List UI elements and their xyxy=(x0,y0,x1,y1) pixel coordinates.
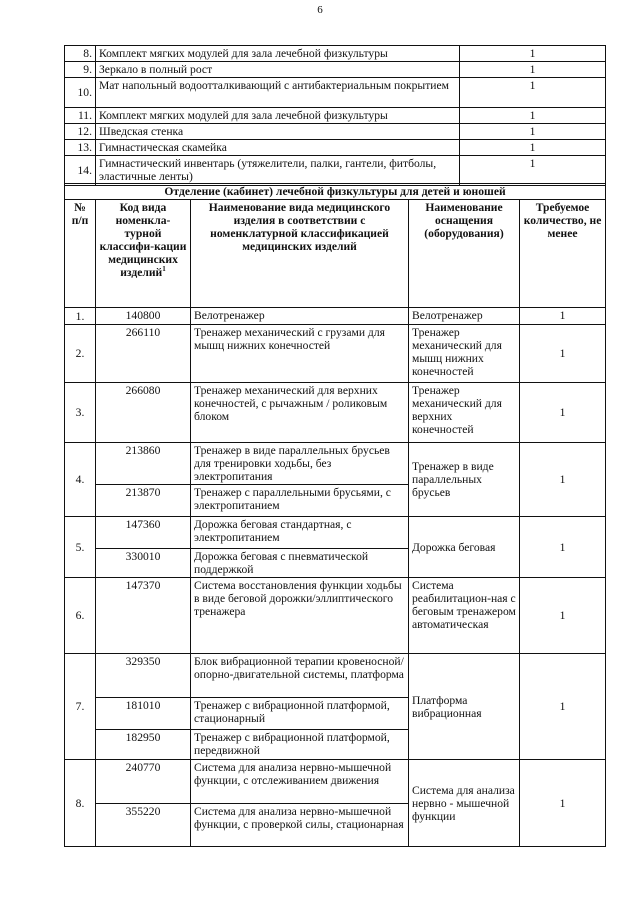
table-row xyxy=(65,578,606,654)
required-quantity: 1 xyxy=(460,108,606,124)
classification-code: 355220 xyxy=(96,804,191,847)
device-name: Тренажер с вибрационной платформой, передвижной xyxy=(191,730,409,760)
row-number: 2. xyxy=(65,325,96,383)
equipment-name: Система для анализа нервно - мышечной функции xyxy=(409,760,520,847)
required-quantity: 1 xyxy=(520,654,606,760)
equipment-name: Тренажер механический для мышц нижних конечностей xyxy=(409,325,520,383)
table-row xyxy=(65,62,606,78)
equipment-table-continued xyxy=(64,45,606,186)
device-name: Тренажер механический с грузами для мышц нижних конечностей xyxy=(191,325,409,383)
header-device: Наименование вида медицинского изделия в соответствии с номенклатурной классификацией медицинских изделий xyxy=(191,200,409,308)
row-number: 7. xyxy=(65,654,96,760)
row-number: 3. xyxy=(65,383,96,443)
table-row xyxy=(65,308,606,325)
table-row xyxy=(65,517,606,549)
header-code-text: Код вида номенкла-турной классифи-кации медицинских изделий xyxy=(99,201,187,279)
required-quantity: 1 xyxy=(520,517,606,578)
classification-code: 181010 xyxy=(96,698,191,730)
required-quantity: 1 xyxy=(460,78,606,108)
equipment-name: Платформа вибрационная xyxy=(409,654,520,760)
row-number: 9. xyxy=(65,62,96,78)
row-number: 13. xyxy=(65,140,96,156)
table-row xyxy=(65,78,606,108)
classification-code: 266080 xyxy=(96,383,191,443)
device-name: Велотренажер xyxy=(191,308,409,325)
table-row xyxy=(65,156,606,186)
header-code-footnote: 1 xyxy=(162,265,166,274)
classification-code: 182950 xyxy=(96,730,191,760)
required-quantity: 1 xyxy=(460,124,606,140)
device-name: Блок вибрационной терапии кровеносной/опорно-двигательной системы, платформа xyxy=(191,654,409,698)
required-quantity: 1 xyxy=(460,62,606,78)
equipment-name: Тренажер в виде параллельных брусьев xyxy=(409,443,520,517)
equipment-name: Дорожка беговая xyxy=(409,517,520,578)
table-row xyxy=(65,140,606,156)
table-row xyxy=(65,46,606,62)
classification-code: 330010 xyxy=(96,549,191,578)
row-number: 6. xyxy=(65,578,96,654)
row-number: 14. xyxy=(65,156,96,186)
classification-code: 213860 xyxy=(96,443,191,485)
device-name: Дорожка беговая с пневматической поддержкой xyxy=(191,549,409,578)
table-row xyxy=(65,108,606,124)
equipment-name: Система реабилитацион-ная с беговым тренажером автоматическая xyxy=(409,578,520,654)
device-name: Система восстановления функции ходьбы в виде беговой дорожки/эллиптического тренажера xyxy=(191,578,409,654)
device-name: Тренажер с вибрационной платформой, стационарный xyxy=(191,698,409,730)
classification-code: 213870 xyxy=(96,485,191,517)
table-row xyxy=(65,654,606,698)
header-num: № п/п xyxy=(65,200,96,308)
classification-code: 240770 xyxy=(96,760,191,804)
header-code xyxy=(96,200,191,308)
equipment-table-children xyxy=(64,183,606,847)
header-equipment: Наименование оснащения (оборудования) xyxy=(409,200,520,308)
table-row xyxy=(65,124,606,140)
row-number: 8. xyxy=(65,760,96,847)
required-quantity: 1 xyxy=(520,383,606,443)
device-name: Система для анализа нервно-мышечной функции, с отслеживанием движения xyxy=(191,760,409,804)
row-number: 5. xyxy=(65,517,96,578)
device-name: Дорожка беговая стандартная, с электропитанием xyxy=(191,517,409,549)
required-quantity: 1 xyxy=(520,443,606,517)
required-quantity: 1 xyxy=(520,760,606,847)
table-row xyxy=(65,760,606,804)
required-quantity: 1 xyxy=(520,578,606,654)
section-title: Отделение (кабинет) лечебной физкультуры для детей и юношей xyxy=(65,184,606,200)
classification-code: 329350 xyxy=(96,654,191,698)
device-name: Система для анализа нервно-мышечной функции, с проверкой силы, стационарная xyxy=(191,804,409,847)
equipment-name: Шведская стенка xyxy=(96,124,460,140)
header-qty: Требуемое количество, не менее xyxy=(520,200,606,308)
required-quantity: 1 xyxy=(460,156,606,186)
device-name: Тренажер механический для верхних конечностей, с рычажным / роликовым блоком xyxy=(191,383,409,443)
table-row xyxy=(65,325,606,383)
equipment-name: Комплект мягких модулей для зала лечебной физкультуры xyxy=(96,108,460,124)
page-number: 6 xyxy=(317,4,323,16)
equipment-name: Зеркало в полный рост xyxy=(96,62,460,78)
equipment-name: Комплект мягких модулей для зала лечебной физкультуры xyxy=(96,46,460,62)
equipment-name: Тренажер механический для верхних конечностей xyxy=(409,383,520,443)
row-number: 4. xyxy=(65,443,96,517)
device-name: Тренажер в виде параллельных брусьев для тренировки ходьбы, без электропитания xyxy=(191,443,409,485)
classification-code: 147370 xyxy=(96,578,191,654)
equipment-name: Гимнастическая скамейка xyxy=(96,140,460,156)
classification-code: 140800 xyxy=(96,308,191,325)
equipment-name: Гимнастический инвентарь (утяжелители, палки, гантели, фитболы, эластичные ленты) xyxy=(96,156,460,186)
table-row xyxy=(65,443,606,485)
row-number: 1. xyxy=(65,308,96,325)
row-number: 11. xyxy=(65,108,96,124)
device-name: Тренажер с параллельными брусьями, с электропитанием xyxy=(191,485,409,517)
classification-code: 266110 xyxy=(96,325,191,383)
equipment-name: Велотренажер xyxy=(409,308,520,325)
table-row xyxy=(65,383,606,443)
classification-code: 147360 xyxy=(96,517,191,549)
required-quantity: 1 xyxy=(460,46,606,62)
equipment-name: Мат напольный водоотталкивающий с антибактериальным покрытием xyxy=(96,78,460,108)
row-number: 10. xyxy=(65,78,96,108)
required-quantity: 1 xyxy=(520,325,606,383)
row-number: 8. xyxy=(65,46,96,62)
required-quantity: 1 xyxy=(520,308,606,325)
required-quantity: 1 xyxy=(460,140,606,156)
row-number: 12. xyxy=(65,124,96,140)
